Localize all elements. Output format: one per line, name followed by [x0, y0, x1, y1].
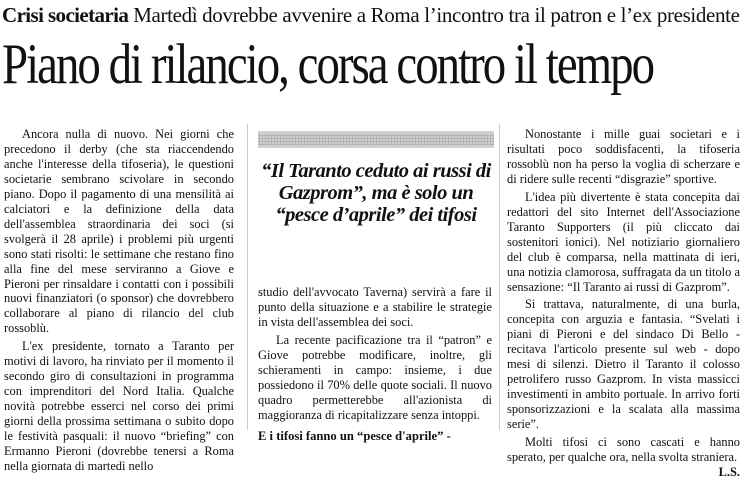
paragraph: Molti tifosi ci sono cascati e hanno sperato, per qualche ora, nella svolta straniera.: [507, 435, 740, 465]
paragraph: L'ex presidente, tornato a Taranto per motivi di lavoro, ha rinviato per il momento il secondo giro di consultazioni in programma con imprenditori del Nord Italia. Qualche novità potrebbe esserci nel corso dei primi giorni della prossima settimana o subito dopo le festività pasquali: il nuovo “briefing” con Ermanno Pieroni (dovrebbe tenersi a Roma nella giornata di martedì nello: [4, 339, 234, 473]
pull-quote-bar-texture: [258, 134, 494, 145]
column-divider: [499, 124, 500, 430]
author-signature: L.S.: [718, 464, 740, 479]
paragraph: L'idea più divertente è stata concepita dai redattori del sito Internet dell'Associazione Taranto Supporters (il più cliccato dai sostenitori ionici). Nel notiziario giornaliero del club è comparsa, nella mattinata di ieri, una notizia clamorosa, suffragata da un titolo a sensazione: “Il Taranto ai russi di Gazprom”.: [507, 189, 740, 294]
kicker-text: Martedì dovrebbe avvenire a Roma l’incontro tra il patron e l’ex presidente: [133, 3, 740, 27]
article-column-2: [258, 285, 492, 444]
headline: Piano di rilancio, corsa contro il tempo: [2, 33, 654, 96]
pull-quote: “Il Taranto ceduto ai russi di Gazprom”, ma è solo un “pesce d’aprile” dei tifosi: [261, 160, 491, 226]
subheading: E i tifosi fanno un “pesce d'aprile” -: [258, 428, 451, 443]
column-divider: [247, 124, 248, 430]
article-column-3: [507, 127, 740, 480]
kicker: [2, 2, 744, 28]
paragraph: Si trattava, naturalmente, di una burla, concepita con arguzia e fantasia. “Svelati i piani di Pieroni e del sindaco Di Bello - recitava l'articolo presente sul web - dopo mesi di silenzi. Dietro il Taranto il colosso petrolifero russo Gazprom. In vista massicci investimenti in ambito portuale. In arrivo forti sponsorizzazioni e la scalata alla massima serie”.: [507, 297, 740, 432]
kicker-label: Crisi societaria: [2, 3, 129, 27]
paragraph: studio dell'avvocato Taverna) servirà a fare il punto della situazione e a stabilire le strategie in vista dell'assemblea dei soci.: [258, 285, 492, 329]
article-column-1: [4, 127, 234, 474]
paragraph: Nonostante i mille guai societari e i risultati poco soddisfacenti, la tifoseria rossoblù non ha perso la voglia di scherzare e di ridere sulle recenti “disgrazie” sportive.: [507, 127, 740, 186]
paragraph: Ancora nulla di nuovo. Nei giorni che precedono il derby (che sta riaccendendo anche l'interesse della tifoseria), le questioni societarie sembrano scivolare in secondo piano. Dopo il pagamento di una mensilità ai calciatori e la definizione della data dell'assemblea straordinaria dei soci (si svolgerà il 28 aprile) i problemi più urgenti sono stati risolti: le settimane che restano fino alla fine del mese serviranno a Giove e Pieroni per rinsaldare i contatti con i possibili nuovi finanziatori (o sponsor) che dovrebbero collaborare al piano di rilancio del club rossoblù.: [4, 127, 234, 336]
paragraph: La recente pacificazione tra il “patron” e Giove potrebbe modificare, inoltre, gli schieramenti in campo: insieme, i due possiedono il 70% delle quote sociali. Il nuovo quadro permetterebbe all'azionista di maggioranza di ricapitalizzare senza intoppi.: [258, 332, 492, 422]
